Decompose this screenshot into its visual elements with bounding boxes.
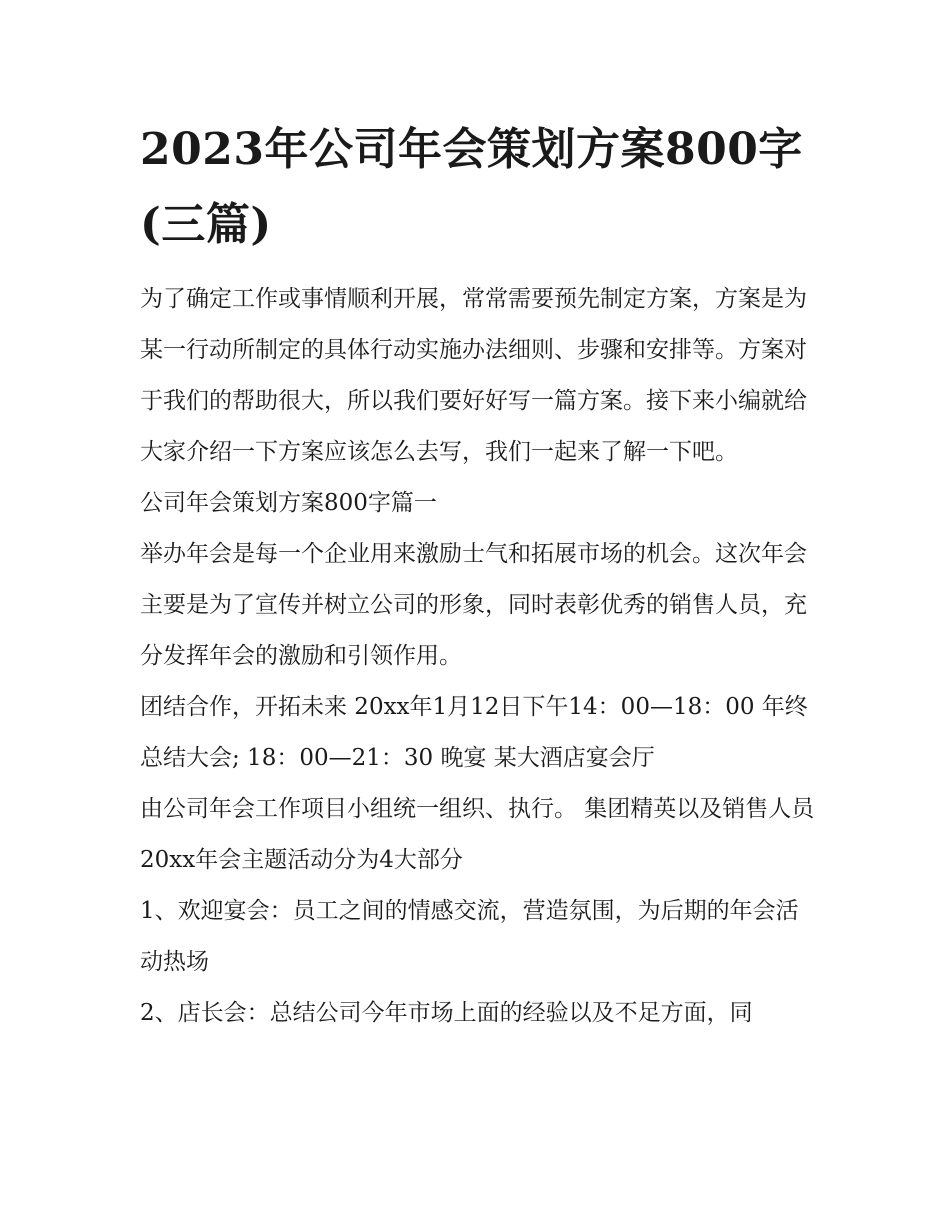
list-item: 2、店长会：总结公司今年市场上面的经验以及不足方面，同	[140, 1000, 753, 1026]
list-item: 1、欢迎宴会：员工之间的情感交流，营造氛围，为后期的年会活动热场	[140, 898, 799, 975]
document-title: 2023年公司年会策划方案800字(三篇)	[140, 124, 803, 250]
intro-paragraph: 为了确定工作或事情顺利开展，常常需要预先制定方案，方案是为某一行动所制定的具体行动实施办法细则、步骤和安排等。方案对于我们的帮助很大，所以我们要好好写一篇方案。接下来小编就给大家介绍一下方案应该怎么去写，我们一起来了解一下吧。	[140, 286, 807, 465]
body-paragraph: 举办年会是每一个企业用来激励士气和拓展市场的机会。这次年会主要是为了宣传并树立公司的形象，同时表彰优秀的销售人员，充分发挥年会的激励和引领作用。	[140, 541, 807, 669]
body-paragraph: 由公司年会工作项目小组统一组织、执行。 集团精英以及销售人员 20xx年会主题活动分为4大部分	[140, 796, 815, 873]
section-heading: 公司年会策划方案800字篇一	[140, 490, 437, 516]
body-paragraph: 团结合作，开拓未来 20xx年1月12日下午14：00—18：00 年终总结大会; 18：00—21：30 晚宴 某大酒店宴会厅	[140, 694, 808, 771]
document-page	[140, 112, 820, 1039]
